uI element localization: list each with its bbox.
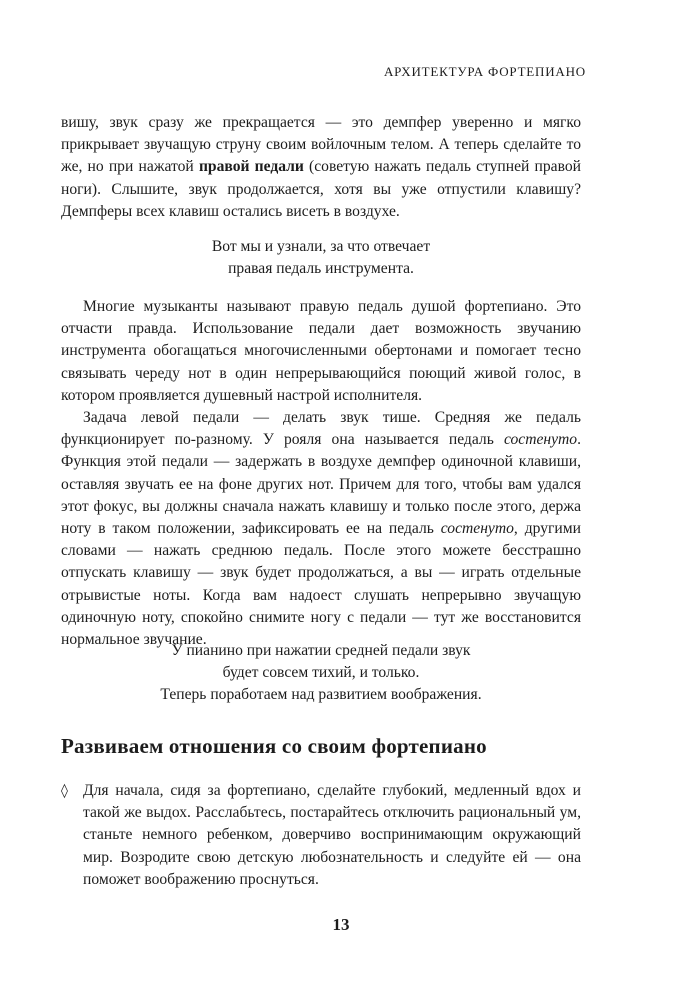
paragraph-continuation xyxy=(61,112,581,223)
italic-term-sostenuto: состенуто xyxy=(503,431,578,449)
paragraph-pedals xyxy=(61,407,581,651)
paragraph-text: (советую нажать педаль ступней правой ноги). Слышите, звук продолжается, хотя вы уже отпустили клавишу? Демпферы всех клавиш остались висеть в воздухе. xyxy=(61,158,581,220)
paragraph-text: , другими словами — нажать среднюю педаль. После этого можете бесстрашно отпускать клавишу — звук будет продолжаться, а вы — играть отдельные отрывистые ноты. Когда вам надоест слушать непрерывно звучащую одиночную ноту, спокойно снимите ногу с педали — тут же восстановится нормальное звучание. xyxy=(61,520,581,649)
callout-right-pedal xyxy=(61,236,581,280)
running-head: АРХИТЕКТУРА ФОРТЕПИАНО xyxy=(383,64,586,79)
callout-upright-piano xyxy=(61,640,581,707)
callout-line: будет совсем тихий, и только. xyxy=(222,664,420,682)
diamond-bullet-icon: ◊ xyxy=(61,783,68,799)
paragraph-text: . Функция этой педали — задержать в воздухе демпфер одиночной клавиши, оставляя звучать ее на фоне других нот. Причем для того, чтобы вам удался этот фокус, вы должны сначала нажать клавишу и только после этого, держа ноту в таком положении, зафиксировать ее на педаль xyxy=(61,431,581,538)
callout-line: Вот мы и узнали, за что отвечает xyxy=(211,238,431,255)
italic-term-sostenuto: состенуто xyxy=(440,520,514,538)
page-number: 13 xyxy=(332,915,350,934)
callout-line: правая педаль инструмента. xyxy=(228,260,414,278)
callout-line: Теперь поработаем над развитием воображения. xyxy=(160,686,482,704)
callout-line: У пианино при нажатии средней педали звук xyxy=(171,642,471,659)
paragraph-text: Задача левой педали — делать звук тише. Средняя же педаль функционирует по-разному. У рояля она называется педаль xyxy=(61,409,581,449)
body-text xyxy=(61,296,581,651)
bullet-item xyxy=(61,780,581,891)
bullet-text: Для начала, сидя за фортепиано, сделайте глубокий, медленный вдох и такой же выдох. Расслабьтесь, постарайтесь отключить рациональный ум, станьте немного ребенком, доверчиво воспринимающим окружающий мир. Возродите свою детскую любознательность и следуйте ей — она поможет воображению проснуться. xyxy=(83,782,581,888)
section-heading: Развиваем отношения со своим фортепиано xyxy=(61,734,487,758)
paragraph-soul-of-piano: Многие музыканты называют правую педаль душой фортепиано. Это отчасти правда. Использование педали дает возможность звучанию инструмента обогащаться многочисленными обертонами и помогает тесно связывать череду нот в один непрерывающийся поющий живой голос, в котором проявляется душевный настрой исполнителя. xyxy=(61,298,581,404)
paragraph-text: вишу, звук сразу же прекращается — это демпфер уверенно и мягко прикрывает звучащую струну своим войлочным телом. А теперь сделайте то же, но при нажатой xyxy=(61,114,581,176)
bold-term-right-pedal: правой педали xyxy=(198,158,304,176)
